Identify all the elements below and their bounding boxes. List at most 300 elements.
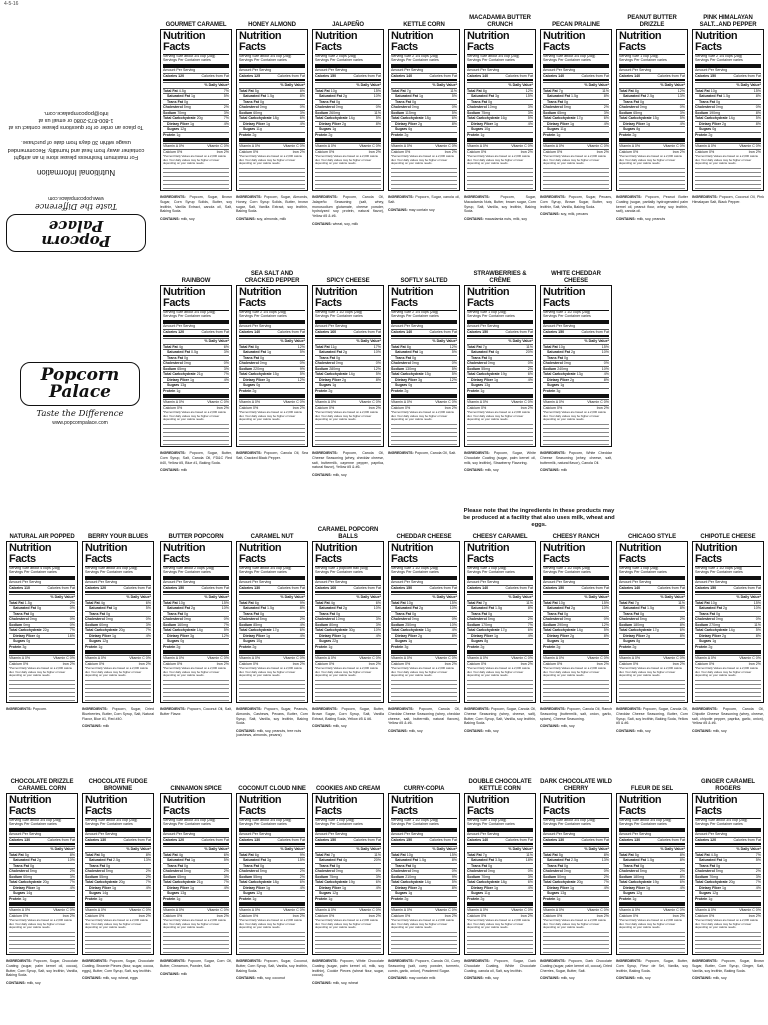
protein-label (467, 389, 484, 393)
contains-text: wheat, soy, milk (332, 221, 358, 226)
contains-label: CONTAINS: (464, 976, 484, 981)
total-fat-amount: 7g (482, 600, 487, 605)
protein-label (619, 897, 636, 901)
flavor-panel (464, 518, 536, 773)
brand-tagline: Taste the Difference (34, 202, 118, 211)
dietary-fiber-dv: 8% (755, 121, 761, 126)
total-fat-dv: 15% (221, 600, 229, 605)
dv-header: % Daily Value* (356, 595, 381, 600)
protein (543, 896, 609, 901)
iron: Iron 2% (520, 661, 533, 666)
vitamin-c: Vitamin C 0% (587, 144, 609, 149)
saturated-fat-name: Saturated Fat (471, 858, 494, 863)
ingredients-label: INGREDIENTS: (388, 959, 414, 964)
total-carbohydrate-amount: 14g (424, 880, 431, 885)
sodium-dv: 9% (299, 366, 305, 371)
ingredients-text: Popcorn, Sugar, White Chocolate Coating (sugar, palm kernel oil, milk, soy lecithin), Strawberry Flavoring. (464, 451, 536, 465)
footnote-line (391, 441, 457, 445)
saturated-fat-name: Saturated Fat (623, 94, 646, 99)
vitamin-a: Vitamin A 0% (543, 144, 565, 149)
trans-fat-label (315, 612, 340, 616)
brand-logo-text: Popcorn Palace (20, 362, 140, 406)
total-carbohydrate-amount: 18g (272, 880, 279, 885)
divider-heavy (239, 902, 305, 906)
total-carbohydrate-name: Total Carbohydrate (239, 880, 272, 885)
nutrition-facts-label (464, 541, 536, 703)
saturated-fat-name: Saturated Fat (167, 94, 190, 99)
sodium-label (163, 111, 186, 115)
saturated-fat-name: Saturated Fat (167, 606, 190, 611)
sodium-name: Sodium (163, 874, 177, 879)
cholesterol-amount: 0mg (639, 105, 647, 110)
ingredients-label: INGREDIENTS: (692, 195, 718, 200)
sodium-amount: 180mg (633, 874, 645, 879)
divider-mid (543, 335, 609, 337)
dietary-fiber-name: Dietary Fiber (471, 121, 493, 126)
total-carbohydrate-name: Total Carbohydrate (163, 880, 196, 885)
footnote-line (9, 697, 75, 701)
nutrition-facts-title: Nutrition Facts (619, 795, 685, 819)
dietary-fiber-dv: 8% (375, 121, 381, 126)
total-fat-dv: 11% (450, 88, 457, 93)
amount-per-serving: Amount Per Serving (9, 831, 42, 836)
divider-heavy (543, 138, 609, 142)
trans-fat-label (315, 100, 340, 104)
dietary-fiber-label (163, 122, 194, 126)
cholesterol-dv: 0% (145, 617, 151, 622)
flavor-name: PINK HIMALAYAN SALT...AND PEPPER (699, 15, 757, 28)
trans-fat-amount: 0g (183, 355, 188, 360)
divider-mid (315, 335, 381, 337)
calories-row (619, 585, 685, 590)
cholesterol-dv: 0% (375, 361, 381, 366)
saturated-fat-label (315, 94, 347, 98)
sugars-label (163, 127, 186, 131)
cholesterol-amount: 0mg (411, 617, 419, 622)
divider-heavy (9, 650, 75, 654)
serving-size: Serving Size about 3/4 cup (28g) (467, 54, 520, 58)
saturated-fat-name: Saturated Fat (395, 350, 418, 355)
sodium-dv: 8% (679, 874, 685, 879)
saturated-fat-name: Saturated Fat (319, 858, 342, 863)
saturated-fat-dv: 5% (451, 350, 457, 355)
total-carbohydrate-name: Total Carbohydrate (467, 372, 500, 377)
calories-from-fat: Calories from Fat (429, 585, 457, 590)
flavor-name: CARAMEL POPCORN BALLS (317, 527, 379, 540)
cholesterol-amount: 5mg (105, 869, 113, 874)
cholesterol-amount: 0mg (335, 869, 343, 874)
calories-from-fat: Calories from Fat (201, 329, 229, 334)
dietary-fiber-dv: 16% (67, 633, 75, 638)
total-fat-dv: 15% (601, 344, 609, 349)
total-fat-amount: 4.5g (178, 88, 186, 93)
cholesterol-amount: 0mg (335, 105, 343, 110)
calories: Calories 130 (543, 837, 565, 842)
contains (236, 976, 308, 980)
saturated-fat-name: Saturated Fat (623, 858, 646, 863)
total-carbohydrate-amount: 20g (42, 880, 49, 885)
contains-label: CONTAINS: (540, 212, 560, 217)
flavor-panel (616, 6, 688, 261)
protein-amount: 1g (98, 896, 103, 901)
flavor-name: CHIPOTLE CHEESE (700, 533, 756, 540)
contains-label: CONTAINS: (160, 468, 180, 473)
sugars-label (619, 639, 640, 643)
cholesterol-amount: 0mg (29, 617, 37, 622)
saturated-fat-label (391, 606, 423, 610)
protein-name: Protein (163, 896, 176, 901)
contains (692, 976, 764, 980)
calories: Calories 140 (467, 73, 489, 78)
dietary-fiber-dv: 4% (223, 377, 229, 382)
sodium-label (239, 875, 262, 879)
sugars-amount: 0g (180, 639, 185, 644)
dietary-fiber-name: Dietary Fiber (699, 885, 721, 890)
cholesterol-amount: 0mg (715, 617, 723, 622)
cholesterol-name: Cholesterol (695, 105, 715, 110)
trans-fat-amount: 0g (29, 611, 34, 616)
protein-amount: 1g (176, 896, 181, 901)
amount-per-serving: Amount Per Serving (467, 831, 500, 836)
ingredients-label: INGREDIENTS: (464, 195, 490, 200)
dietary-fiber-label (9, 886, 40, 890)
servings-per-container: Servings Per Container varies (85, 569, 133, 574)
flavor-panel (388, 262, 460, 517)
total-carbohydrate-amount: 13g (576, 372, 583, 377)
sugars-label (543, 639, 564, 643)
total-carbohydrate-dv: 6% (527, 628, 533, 633)
sodium-name: Sodium (163, 110, 177, 115)
protein (695, 132, 761, 137)
dietary-fiber-dv: 8% (679, 633, 685, 638)
dietary-fiber-amount: 2g (417, 633, 422, 638)
total-carbohydrate-name: Total Carbohydrate (163, 116, 196, 121)
saturated-fat-amount: 1g (112, 606, 117, 611)
cholesterol-label (619, 617, 647, 621)
amount-per-serving: Amount Per Serving (695, 67, 728, 72)
total-carbohydrate-dv: 5% (299, 372, 305, 377)
sodium-name: Sodium (619, 874, 633, 879)
contains-label: CONTAINS: (388, 728, 408, 733)
saturated-fat-label (619, 858, 654, 862)
total-fat-dv: 12% (449, 344, 457, 349)
ingredients-text: Popcorn, Sugar, Brown Sugar, Corn Syrup Solids, Butter, soy lecithin, Vanilla Extract, canola oil, Salt, Baking Soda. (160, 195, 232, 214)
protein-name: Protein (239, 388, 252, 393)
trans-fat-name: Trans Fat (319, 99, 335, 104)
ingredients (692, 959, 764, 973)
cholesterol-dv: 2% (755, 869, 761, 874)
iron: Iron 2% (292, 913, 305, 918)
contains (616, 217, 688, 221)
divider-mid (239, 591, 305, 593)
nutrition-facts-title: Nutrition Facts (695, 795, 761, 819)
dietary-fiber-dv: 4% (299, 121, 305, 126)
cholesterol-amount: 5mg (29, 869, 37, 874)
iron: Iron 2% (444, 405, 457, 410)
trans-fat-amount: 0g (335, 863, 340, 868)
contains-text: milk (180, 468, 188, 473)
protein-amount: 2g (252, 388, 257, 393)
total-fat-dv: 11% (602, 88, 609, 93)
label-footnote (163, 919, 229, 953)
dietary-fiber-name: Dietary Fiber (243, 885, 265, 890)
calories-from-fat: Calories from Fat (581, 837, 609, 842)
trans-fat-amount: 0g (335, 99, 340, 104)
trans-fat-amount: 0g (259, 355, 264, 360)
protein-name: Protein (315, 388, 328, 393)
protein-amount: 1g (480, 388, 485, 393)
flavor-panel (160, 262, 232, 517)
dietary-fiber-amount: 1g (341, 633, 346, 638)
saturated-fat-dv: 13% (601, 858, 609, 863)
contains-text: milk, soy (26, 980, 41, 985)
cholesterol-label (467, 361, 495, 365)
protein-name: Protein (543, 132, 556, 137)
contains-label: CONTAINS: (616, 976, 636, 981)
servings-per-container: Servings Per Container varies (163, 821, 211, 826)
footnote-text: *Percent Daily Values are based on a 2,000 calorie diet. Your daily values may be higher or lower depending on your calorie needs. (163, 918, 227, 929)
cholesterol-dv: 0% (451, 105, 457, 110)
serving-size: Serving Size about 3/4 cup (28g) (239, 818, 292, 822)
total-carbohydrate-amount: 14g (728, 628, 735, 633)
protein-label (315, 133, 332, 137)
nutrition-facts-title: Nutrition Facts (315, 31, 381, 55)
total-carbohydrate-name: Total Carbohydrate (695, 628, 728, 633)
trans-fat-label (163, 612, 188, 616)
total-fat-dv: 12% (525, 88, 533, 93)
trans-fat-amount: 0g (715, 611, 720, 616)
calories: Calories 150 (315, 73, 337, 78)
total-carbohydrate-label (543, 372, 583, 376)
flavor-panel (692, 770, 764, 1025)
contains-text: milk, soy (332, 472, 347, 477)
dietary-fiber-amount: 2g (417, 885, 422, 890)
sodium-amount: 180mg (633, 622, 645, 627)
vitamin-c: Vitamin C 0% (739, 144, 761, 149)
cholesterol-name: Cholesterol (619, 105, 639, 110)
divider-mid (163, 843, 229, 845)
protein (391, 132, 457, 137)
total-fat-amount: 1.5g (24, 600, 32, 605)
nutrition-facts-label (464, 793, 536, 955)
cholesterol-amount: 5mg (715, 869, 723, 874)
sugars-label (695, 639, 716, 643)
dietary-fiber-dv: 4% (527, 377, 533, 382)
trans-fat-amount: 0g (105, 611, 110, 616)
calories-row (239, 73, 305, 78)
sugars-name: Sugars (13, 639, 26, 644)
label-footnote (85, 667, 151, 701)
calories-from-fat: Calories from Fat (201, 837, 229, 842)
saturated-fat-name: Saturated Fat (547, 606, 570, 611)
trans-fat-label (239, 356, 264, 360)
saturated-fat-amount: 1.5g (494, 606, 502, 611)
iron: Iron 2% (748, 149, 761, 154)
contains (82, 976, 154, 980)
ingredients-label: INGREDIENTS: (6, 959, 32, 964)
flavor-panel (388, 6, 460, 261)
sugars-amount: 0g (408, 383, 413, 388)
cholesterol-dv: 0% (375, 869, 381, 874)
label-footnote (163, 155, 229, 189)
ingredients (540, 195, 612, 209)
vitamin-a: Vitamin A 0% (239, 656, 261, 661)
sodium-label (315, 367, 340, 371)
serving-size: Serving Size about 3/4 cup (28g) (543, 54, 596, 58)
flavor-name: DARK CHOCOLATE WILD CHERRY (540, 779, 612, 792)
total-carbohydrate-dv: 5% (375, 116, 381, 121)
dietary-fiber-name: Dietary Fiber (547, 377, 569, 382)
trans-fat-label (543, 612, 568, 616)
sodium-dv: 8% (679, 622, 685, 627)
ingredients (6, 959, 78, 978)
sugars-name: Sugars (699, 891, 712, 896)
ingredients-label: INGREDIENTS: (312, 451, 338, 456)
calories: Calories 140 (391, 73, 413, 78)
cholesterol-amount: 10mg (487, 105, 497, 110)
protein-name: Protein (163, 644, 176, 649)
total-carbohydrate-name: Total Carbohydrate (163, 372, 196, 377)
protein-amount: 1g (176, 388, 181, 393)
serving-size: Serving Size about 3/4 cup (28g) (239, 54, 292, 58)
sodium-dv: 3% (299, 110, 305, 115)
ingredients-label: INGREDIENTS: (236, 707, 262, 712)
total-carbohydrate-label (543, 628, 583, 632)
total-fat-label (695, 853, 718, 857)
label-footnote (619, 667, 685, 701)
divider-mid (85, 843, 151, 845)
sugars-amount: 1g (332, 127, 337, 132)
calories-from-fat: Calories from Fat (657, 585, 685, 590)
dv-header: % Daily Value* (50, 847, 75, 852)
sodium-amount: 65mg (177, 874, 187, 879)
vitamin-a: Vitamin A 0% (695, 908, 717, 913)
flavor-name: CARAMEL NUT (250, 533, 294, 540)
iron: Iron 2% (138, 913, 151, 918)
calories: Calories 150 (467, 329, 489, 334)
total-carbohydrate-amount: 18g (272, 116, 279, 121)
sugars-amount: 13g (180, 891, 187, 896)
serving-size: Serving Size about 3/4 cup (28g) (239, 566, 292, 570)
calories-from-fat: Calories from Fat (47, 837, 75, 842)
ingredients-text: Popcorn, Sugar, Almonds, Honey, Corn Syrup Solids, Butter, brown sugar, Salt, Vanilla Extract, soy lecithin, Baking Soda. (236, 195, 308, 214)
cholesterol-dv: 0% (451, 617, 457, 622)
total-carbohydrate-dv: 7% (145, 628, 151, 633)
ingredients-text: Popcorn, Sugar, Dried Blueberries, Butter, Corn Syrup, Salt, Natural Flavor, Blue #1, Red #40. (82, 707, 155, 721)
total-carbohydrate-amount: 17g (576, 116, 583, 121)
divider-mid (619, 79, 685, 81)
footnote-line (695, 185, 761, 189)
vitamin-c: Vitamin C 0% (283, 908, 305, 913)
trans-fat-name: Trans Fat (167, 355, 183, 360)
sodium-label (391, 875, 416, 879)
sugars-name: Sugars (243, 639, 256, 644)
sodium-dv: 3% (755, 874, 761, 879)
dv-header: % Daily Value* (736, 83, 761, 88)
cholesterol-label (9, 869, 37, 873)
nutrition-facts-label (160, 793, 232, 955)
trans-fat-label (391, 612, 416, 616)
footnote-text: *Percent Daily Values are based on a 2,000 calorie diet. Your daily values may be higher or lower depending on your calorie needs. (9, 918, 73, 929)
saturated-fat-dv: 5% (223, 858, 229, 863)
sugars-amount: 12g (256, 891, 263, 896)
dv-header: % Daily Value* (126, 595, 151, 600)
dietary-fiber-name: Dietary Fiber (89, 885, 111, 890)
calories: Calories 120 (695, 837, 717, 842)
flavor-name: PECAN PRALINE (552, 21, 600, 28)
protein-name: Protein (467, 896, 480, 901)
trans-fat-label (467, 864, 492, 868)
sodium-amount: 250mg (405, 622, 417, 627)
sodium-dv: 0% (69, 622, 75, 627)
saturated-fat-dv: 8% (299, 94, 305, 99)
sodium-label (695, 111, 720, 115)
serving-size: Serving Size about 3/4 cup (28g) (85, 566, 138, 570)
dietary-fiber-dv: 12% (449, 377, 457, 382)
saturated-fat-dv: 8% (679, 606, 685, 611)
iron: Iron 2% (444, 661, 457, 666)
contains-text: milk, soy (712, 976, 727, 981)
saturated-fat-amount: 2.5g (570, 858, 578, 863)
dv-header: % Daily Value* (432, 847, 457, 852)
calories-row (85, 585, 151, 590)
flavor-name: CHICAGO STYLE (627, 533, 677, 540)
total-carbohydrate-name: Total Carbohydrate (543, 116, 576, 121)
dietary-fiber-amount: 3g (265, 377, 270, 382)
nutrition-facts-label (464, 285, 536, 447)
sodium-amount: 65mg (633, 110, 643, 115)
saturated-fat-amount: 3g (266, 858, 271, 863)
ingredients-label: INGREDIENTS: (464, 451, 490, 456)
flavor-name: SEA SALT AND CRACKED PEPPER (244, 271, 300, 284)
dietary-fiber-name: Dietary Fiber (319, 885, 341, 890)
sodium-name: Sodium (239, 622, 253, 627)
protein-name: Protein (391, 388, 404, 393)
calories: Calories 150 (543, 329, 565, 334)
saturated-fat-name: Saturated Fat (547, 858, 570, 863)
sodium-dv: 3% (603, 110, 609, 115)
sugars-name: Sugars (167, 639, 180, 644)
ingredients-label: INGREDIENTS: (464, 707, 490, 712)
calcium: Calcium 0% (391, 661, 411, 666)
vitamin-c: Vitamin C 0% (359, 400, 381, 405)
protein-amount: 3g (22, 644, 27, 649)
saturated-fat-label (467, 858, 502, 862)
trans-fat-name: Trans Fat (13, 863, 29, 868)
total-carbohydrate-dv: 7% (755, 880, 761, 885)
trans-fat-label (163, 100, 188, 104)
trans-fat-amount: 0g (487, 611, 492, 616)
vitamin-a: Vitamin A 0% (467, 908, 489, 913)
total-carbohydrate-amount: 14g (348, 372, 355, 377)
saturated-fat-dv: 13% (143, 858, 151, 863)
total-fat-amount: 8g (406, 344, 411, 349)
vitamin-a: Vitamin A 0% (239, 400, 261, 405)
sugars-label (163, 891, 186, 895)
ingredients (616, 195, 688, 214)
total-carbohydrate-name: Total Carbohydrate (543, 372, 576, 377)
calcium: Calcium 0% (239, 661, 259, 666)
saturated-fat-dv: 5% (451, 94, 457, 99)
total-fat-amount: 10g (710, 88, 717, 93)
footnote-line (467, 697, 533, 701)
footnote-line (543, 949, 609, 953)
nutrition-facts-label (540, 793, 612, 955)
dietary-fiber-label (391, 378, 422, 382)
contains (388, 729, 460, 733)
protein-label (467, 645, 484, 649)
sugars-label (239, 891, 262, 895)
